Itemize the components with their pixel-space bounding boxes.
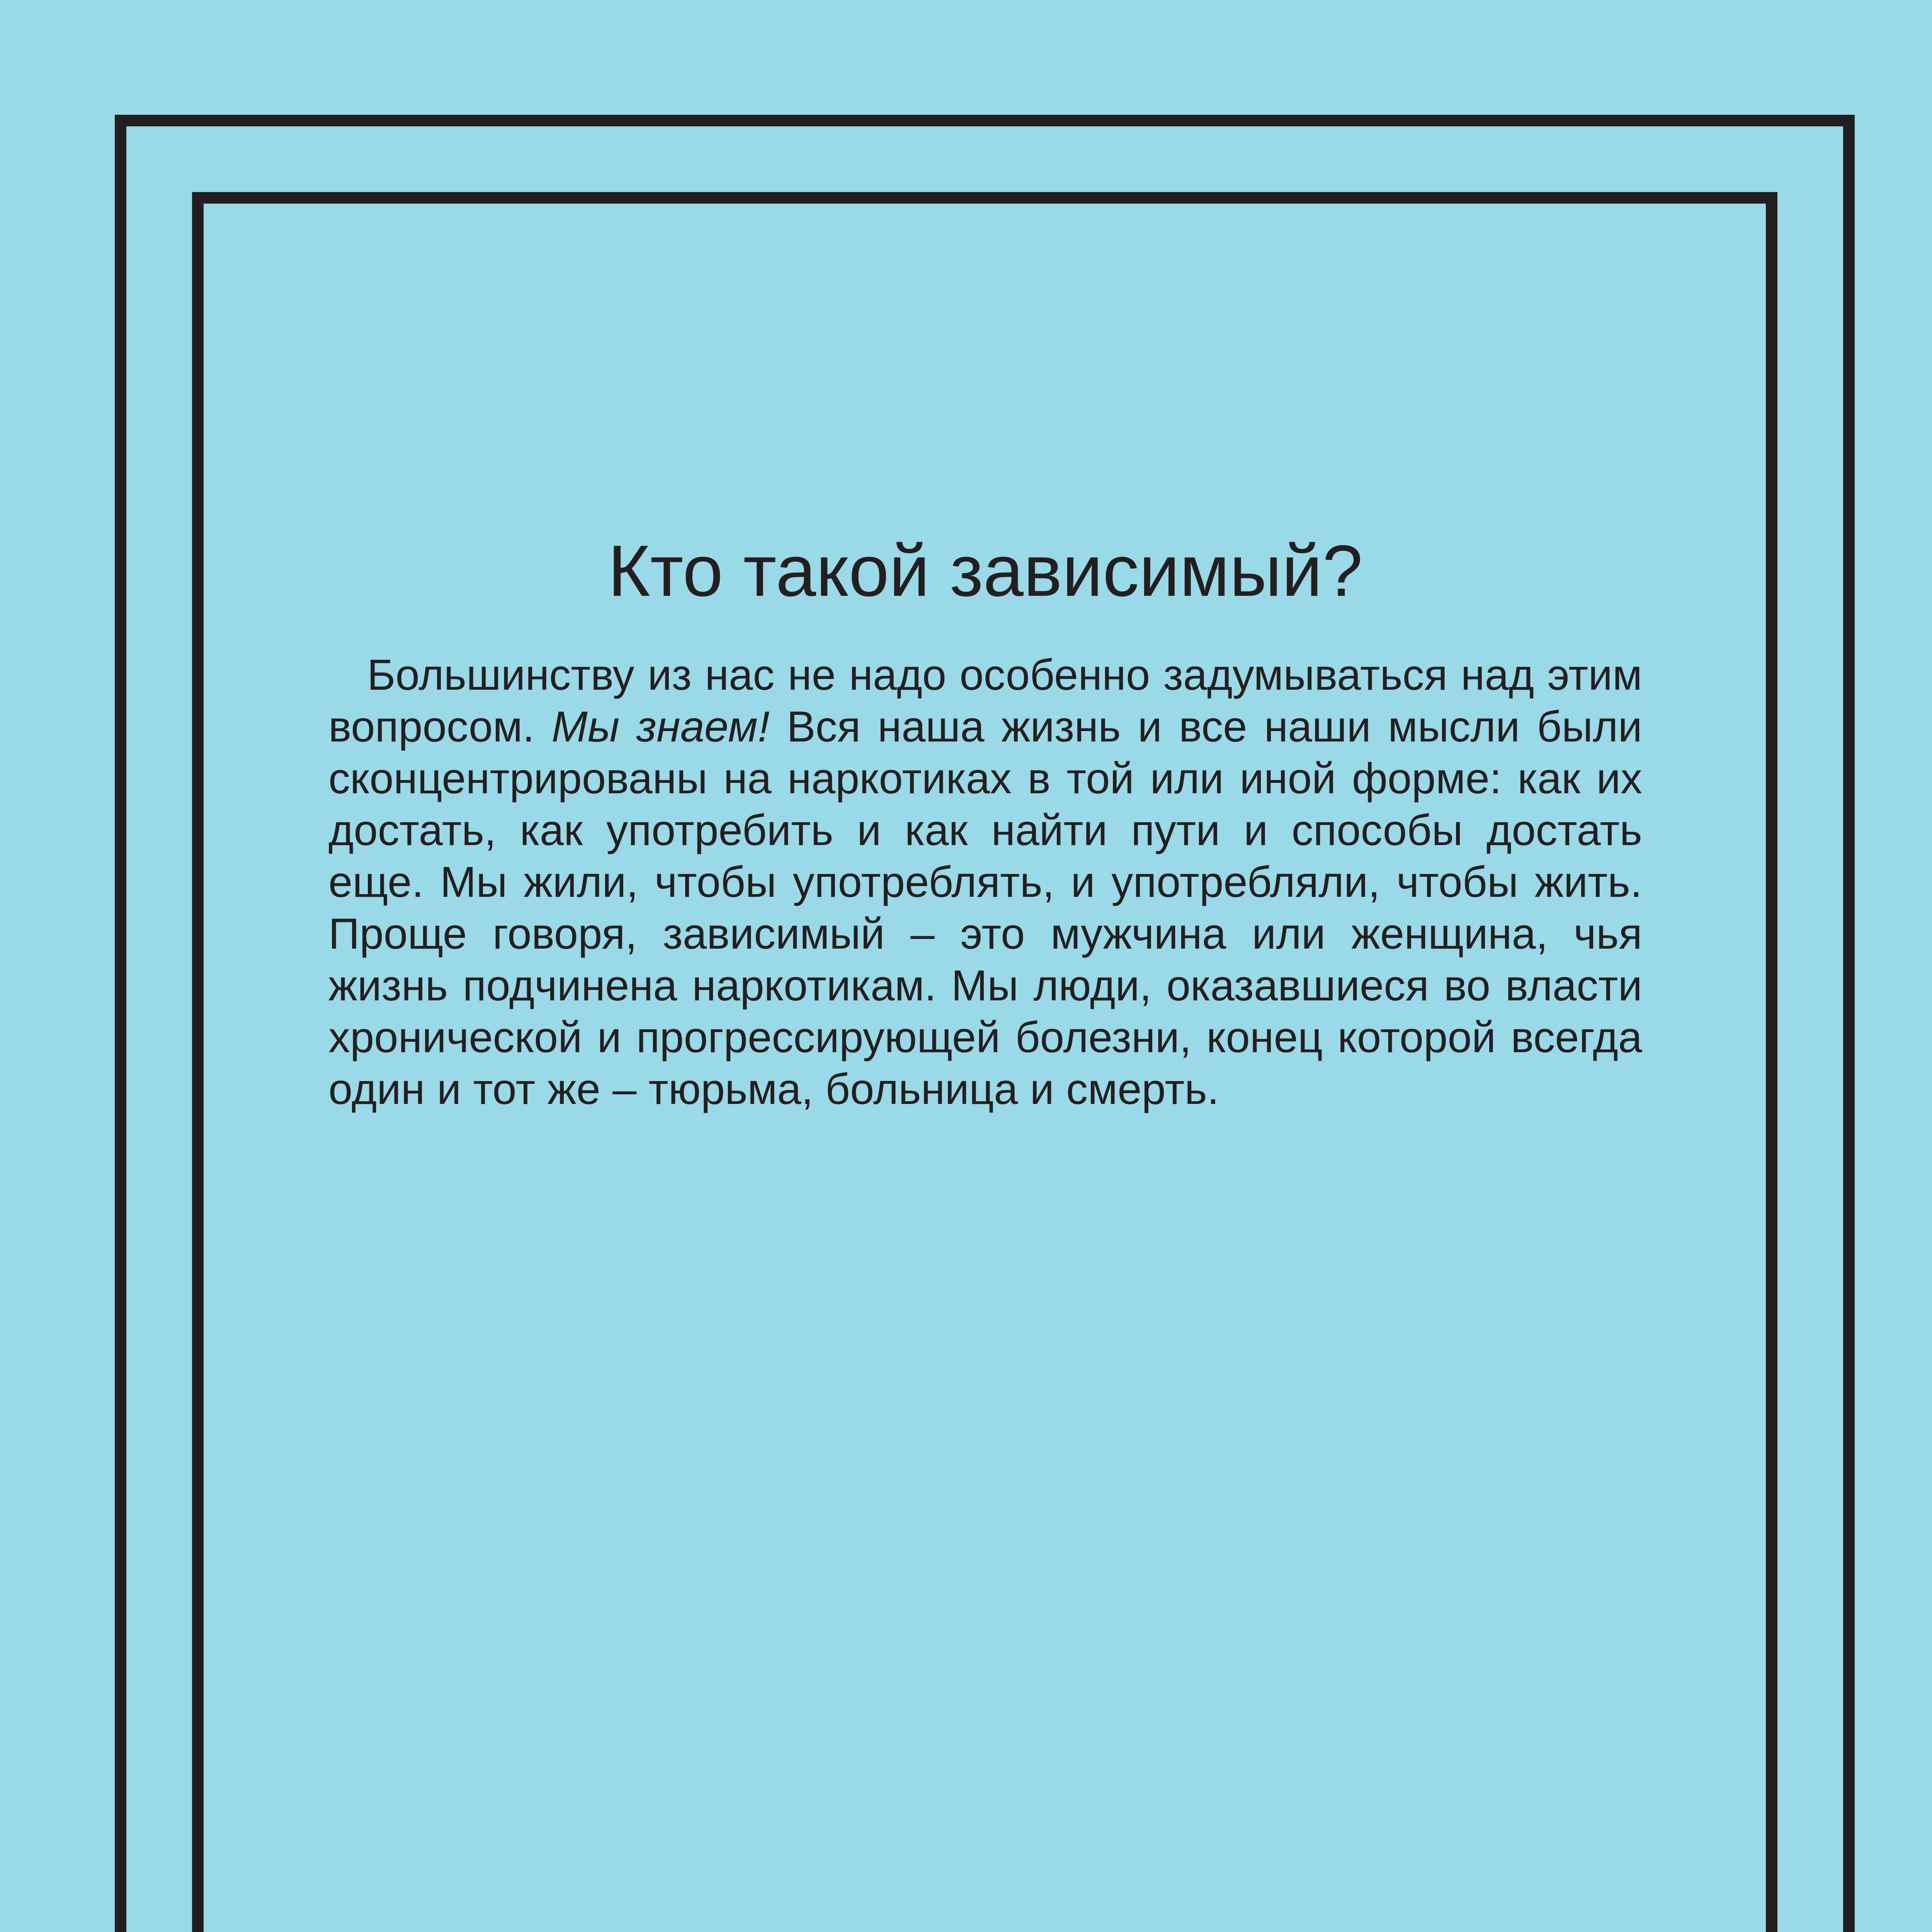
body-emphasis: Мы знаем! bbox=[551, 702, 770, 751]
body-text-rest: Вся наша жизнь и все наши мысли были сконцентрированы на наркотиках в той или иной форме: как их достать, как употребить и как найти пути и способы достать еще. Мы жили, чтобы употреблять, и употребляли, чтобы жить. Проще говоря, зависимый – это мужчина или женщина, чья жизнь подчинена наркотикам. Мы люди, оказавшиеся во власти хронической и прогрессирующей болезни, конец которой всегда один и тот же – тюрьма, больница и смерть. bbox=[328, 702, 1642, 1113]
body-paragraph bbox=[328, 649, 1642, 1115]
body-text-start: Большинству из нас не надо особенно задумываться над этим вопросом. bbox=[328, 651, 1642, 751]
page-title: Кто такой зависимый? bbox=[608, 530, 1363, 611]
